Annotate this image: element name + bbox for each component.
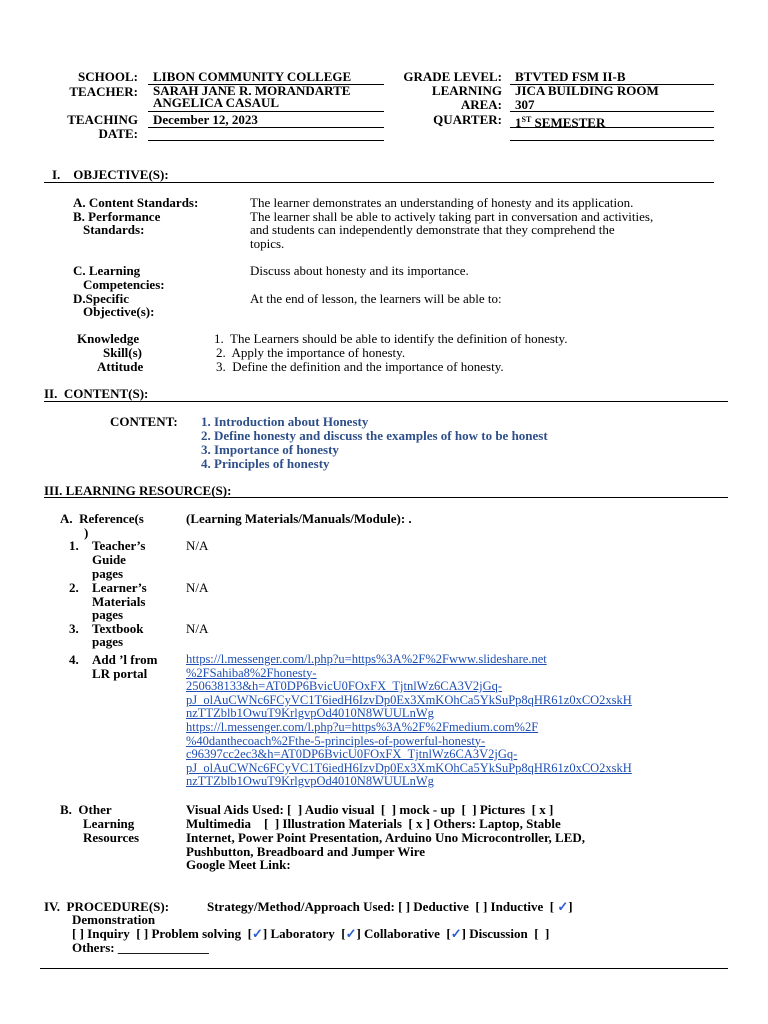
resources-heading: III. LEARNING RESOURCE(S): [44, 483, 232, 498]
learning-underline [510, 111, 714, 112]
performance-standards-text-2: and students can independently demonstrate that they comprehend the [250, 222, 615, 237]
teaching-label-1: TEACHING [67, 112, 138, 127]
other-resources-label-1: B. Other [60, 802, 112, 817]
learning-competencies-label-1: C. Learning [73, 263, 141, 278]
references-label-1: A. Reference(s [60, 511, 144, 526]
skills-label: Skill(s) [103, 345, 143, 360]
learning-label-1: LEARNING [431, 83, 502, 98]
content-item: 4. Principles of honesty [201, 456, 330, 471]
link-slideshare-line[interactable]: nzTTZblb1OwuT9KrlgvpOd4010N8WUULnWg [186, 706, 434, 721]
other-resources-line: Visual Aids Used: [ ] Audio visual [ ] mock - up [ ] Pictures [ x ] [186, 802, 554, 817]
textbook-label-2: pages [92, 634, 124, 649]
specific-objectives-text: At the end of lesson, the learners will be able to: [250, 291, 502, 306]
content-rule [44, 401, 728, 402]
teachers-guide-label-2: Guide [92, 552, 126, 567]
other-resources-line: Multimedia [ ] Illustration Materials [ x ] Others: Laptop, Stable [186, 816, 561, 831]
link-medium-line[interactable]: %40danthecoach%2Fthe-5-principles-of-powerful-honesty- [186, 733, 486, 748]
resources-rule [44, 497, 728, 498]
references-label-2: ) [84, 525, 89, 540]
specific-objectives-label-2: Objective(s): [83, 304, 155, 319]
learners-materials-label-1: Learner’s [92, 580, 147, 595]
link-medium-line[interactable]: c96397cc2ec3&h=AT0DP6BvicU0FOxFX_TjtnlWz6CA3V2jGq- [186, 747, 518, 762]
quarter-underline-1 [510, 127, 714, 128]
quarter-underline-2 [510, 140, 714, 141]
learning-competencies-text: Discuss about honesty and its importance. [250, 263, 469, 278]
procedure-strategy-line: Strategy/Method/Approach Used: [ ] Deductive [ ] Inductive [ ✓] [207, 899, 573, 914]
lr-portal-label-2: LR portal [92, 666, 148, 681]
link-slideshare-line[interactable]: pJ_olAuCWNc6FCyVC1T6iedH6IzvDp0Ex3XmKOhCa5YkSuPp8qHR61z0xCO2xskH [186, 692, 632, 707]
grade-label: GRADE LEVEL: [403, 69, 502, 84]
lr-portal-num: 4. [69, 652, 79, 667]
performance-standards-text-1: The learner shall be able to actively taking part in conversation and activities, [250, 209, 654, 224]
school-label: SCHOOL: [78, 69, 138, 84]
content-label: CONTENT: [110, 414, 178, 429]
content-item: 2. Define honesty and discuss the examples of how to be honest [201, 428, 548, 443]
other-resources-line: Pushbutton, Breadboard and Jumper Wire [186, 844, 425, 859]
teacher-value-2: ANGELICA CASAUL [153, 95, 280, 110]
link-medium-line[interactable]: pJ_olAuCWNc6FCyVC1T6iedH6IzvDp0Ex3XmKOhCa5YkSuPp8qHR61z0xCO2xskH [186, 760, 632, 775]
performance-standards-label-1: B. Performance [73, 209, 161, 224]
lr-portal-label-1: Add ’l from [92, 652, 158, 667]
teachers-guide-num: 1. [69, 538, 79, 553]
teaching-date-value: December 12, 2023 [153, 112, 258, 127]
content-standards-text: The learner demonstrates an understanding of honesty and its application. [250, 195, 634, 210]
performance-standards-text-3: topics. [250, 236, 285, 251]
learning-value-1: JICA BUILDING ROOM [515, 83, 659, 98]
learners-materials-value: N/A [186, 580, 209, 595]
teaching-label-2: DATE: [98, 126, 138, 141]
check-icon: ✓ [345, 926, 357, 941]
learning-value-2: 307 [515, 97, 535, 112]
lr-portal-links [186, 653, 632, 789]
teachers-guide-label-3: pages [92, 566, 124, 581]
attitude-label: Attitude [97, 359, 144, 374]
procedure-others: Others: ______________ [72, 940, 209, 955]
content-item: 3. Importance of honesty [201, 442, 339, 457]
check-icon: ✓ [251, 926, 263, 941]
procedure-heading: IV. PROCEDURE(S): [44, 899, 170, 914]
check-icon: ✓ [450, 926, 462, 941]
teacher-label: TEACHER: [69, 84, 138, 99]
teaching-underline-2 [148, 140, 384, 141]
procedure-demonstration: Demonstration [72, 912, 156, 927]
learners-materials-num: 2. [69, 580, 79, 595]
link-medium-line[interactable]: nzTTZblb1OwuT9KrlgvpOd4010N8WUULnWg [186, 774, 434, 789]
learning-competencies-label-2: Competencies: [83, 277, 165, 292]
procedure-methods-line: [ ] Inquiry [ ] Problem solving [✓] Laboratory [✓] Collaborative [✓] Discussion [ ] [72, 926, 550, 941]
objectives-heading: I. OBJECTIVE(S): [52, 167, 169, 182]
objective-item: 1. The Learners should be able to identify the definition of honesty. [214, 331, 568, 346]
textbook-value: N/A [186, 621, 209, 636]
content-heading: II. CONTENT(S): [44, 386, 149, 401]
other-resources-line: Google Meet Link: [186, 857, 291, 872]
teachers-guide-value: N/A [186, 538, 209, 553]
teaching-underline-1 [148, 127, 384, 128]
other-resources-label-2: Learning [83, 816, 135, 831]
check-icon: ✓ [557, 899, 569, 914]
quarter-value: 1ST SEMESTER [515, 115, 606, 130]
other-resources-label-3: Resources [83, 830, 140, 845]
textbook-label-1: Textbook [92, 621, 144, 636]
other-resources-line: Internet, Power Point Presentation, Arduino Uno Microcontroller, LED, [186, 830, 586, 845]
teachers-guide-label-1: Teacher’s [92, 538, 146, 553]
textbook-num: 3. [69, 621, 79, 636]
quarter-label: QUARTER: [433, 112, 502, 127]
knowledge-label: Knowledge [77, 331, 140, 346]
learning-label-2: AREA: [460, 97, 502, 112]
references-text: (Learning Materials/Manuals/Module): . [186, 511, 412, 526]
link-slideshare-line[interactable]: https://l.messenger.com/l.php?u=https%3A%2F%2Fwww.slideshare.net [186, 652, 547, 666]
grade-value: BTVTED FSM II-B [515, 69, 626, 84]
content-item: 1. Introduction about Honesty [201, 414, 369, 429]
objectives-rule [44, 182, 714, 183]
procedure-rule [40, 968, 728, 969]
school-value: LIBON COMMUNITY COLLEGE [153, 69, 352, 84]
learners-materials-label-3: pages [92, 607, 124, 622]
link-medium-line[interactable]: https://l.messenger.com/l.php?u=https%3A%2F%2Fmedium.com%2F [186, 719, 539, 734]
content-standards-label: A. Content Standards: [73, 195, 199, 210]
specific-objectives-label-1: D.Specific [73, 291, 129, 306]
objective-item: 3. Define the definition and the importance of honesty. [216, 359, 504, 374]
link-slideshare-line[interactable]: %2FSahiba8%2Fhonesty- [186, 665, 317, 680]
link-slideshare-line[interactable]: 250638133&h=AT0DP6BvicU0FOxFX_TjtnlWz6CA3V2jGq- [186, 679, 503, 694]
teacher-value-1: SARAH JANE R. MORANDARTE [153, 83, 351, 98]
learners-materials-label-2: Materials [92, 594, 146, 609]
performance-standards-label-2: Standards: [83, 222, 145, 237]
objective-item: 2. Apply the importance of honesty. [216, 345, 406, 360]
